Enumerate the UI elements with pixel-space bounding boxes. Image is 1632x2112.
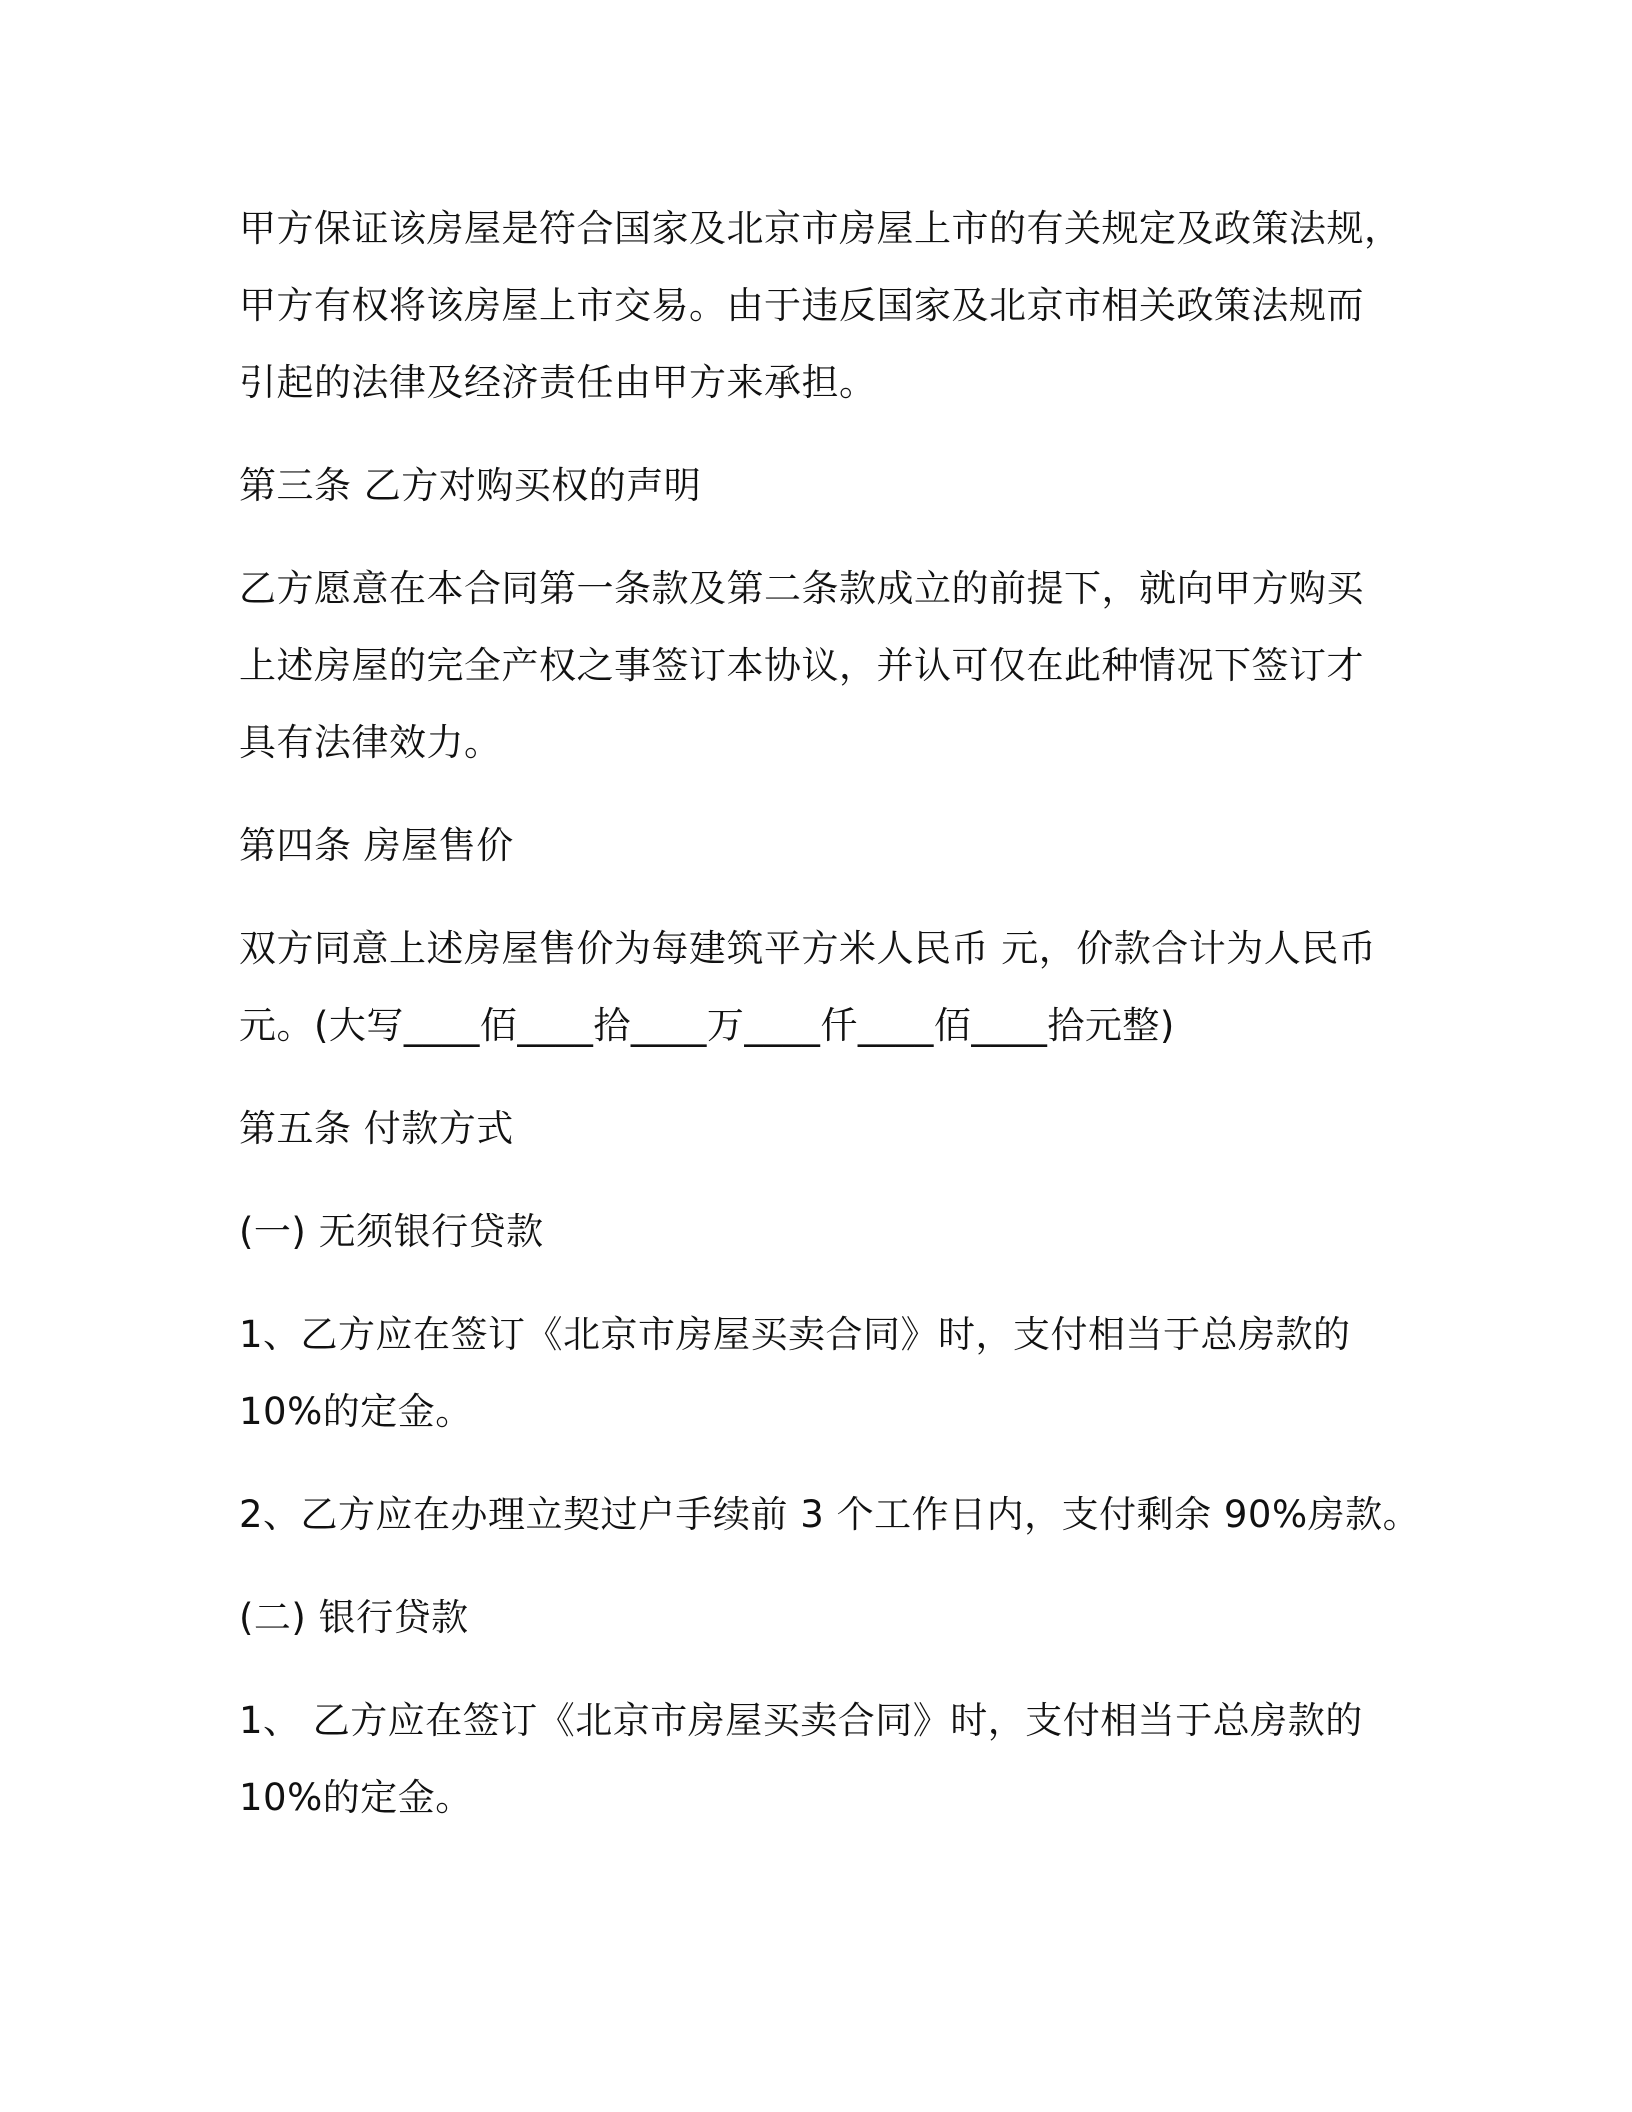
paragraph-purchase-right: [239, 550, 1399, 781]
paragraph-price: [239, 910, 1399, 1064]
item-deposit-bank-loan: [239, 1682, 1399, 1836]
text-line: 1、乙方应在签订《北京市房屋买卖合同》时，支付相当于总房款的: [239, 1313, 1351, 1356]
text-line: 引起的法律及经济责任由甲方来承担。: [239, 361, 877, 404]
text-line: 甲方保证该房屋是符合国家及北京市房屋上市的有关规定及政策法规，: [239, 207, 1402, 250]
item-deposit-no-loan: [239, 1296, 1399, 1450]
text-line: 1、 乙方应在签订《北京市房屋买卖合同》时，支付相当于总房款的: [239, 1699, 1363, 1742]
item-remaining-payment: [239, 1476, 1421, 1553]
text-line: 甲方有权将该房屋上市交易。由于违反国家及北京市相关政策法规而: [239, 284, 1364, 327]
text-line: 上述房屋的完全产权之事签订本协议，并认可仅在此种情况下签订才: [239, 644, 1364, 687]
article-4-heading: 第四条 房屋售价: [239, 824, 514, 867]
document-body: [239, 190, 1421, 1862]
text-line: 10%的定金。: [239, 1776, 473, 1819]
article-5-heading: 第五条 付款方式: [239, 1107, 514, 1150]
text-line: 具有法律效力。: [239, 721, 502, 764]
article-3-heading: 第三条 乙方对购买权的声明: [239, 464, 702, 507]
paragraph-guarantee: [239, 190, 1402, 421]
text-line: 乙方愿意在本合同第一条款及第二条款成立的前提下，就向甲方购买: [239, 567, 1364, 610]
text-line: 元。(大写____佰____拾____万____仟____佰____拾元整): [239, 1004, 1175, 1047]
text-line: 10%的定金。: [239, 1390, 473, 1433]
text-line: 双方同意上述房屋售价为每建筑平方米人民币 元，价款合计为人民币: [239, 927, 1377, 970]
subsection-bank-loan: (二) 银行贷款: [239, 1596, 469, 1639]
text-line: 2、乙方应在办理立契过户手续前 3 个工作日内，支付剩余 90%房款。: [239, 1493, 1421, 1536]
subsection-no-loan: (一) 无须银行贷款: [239, 1210, 544, 1253]
